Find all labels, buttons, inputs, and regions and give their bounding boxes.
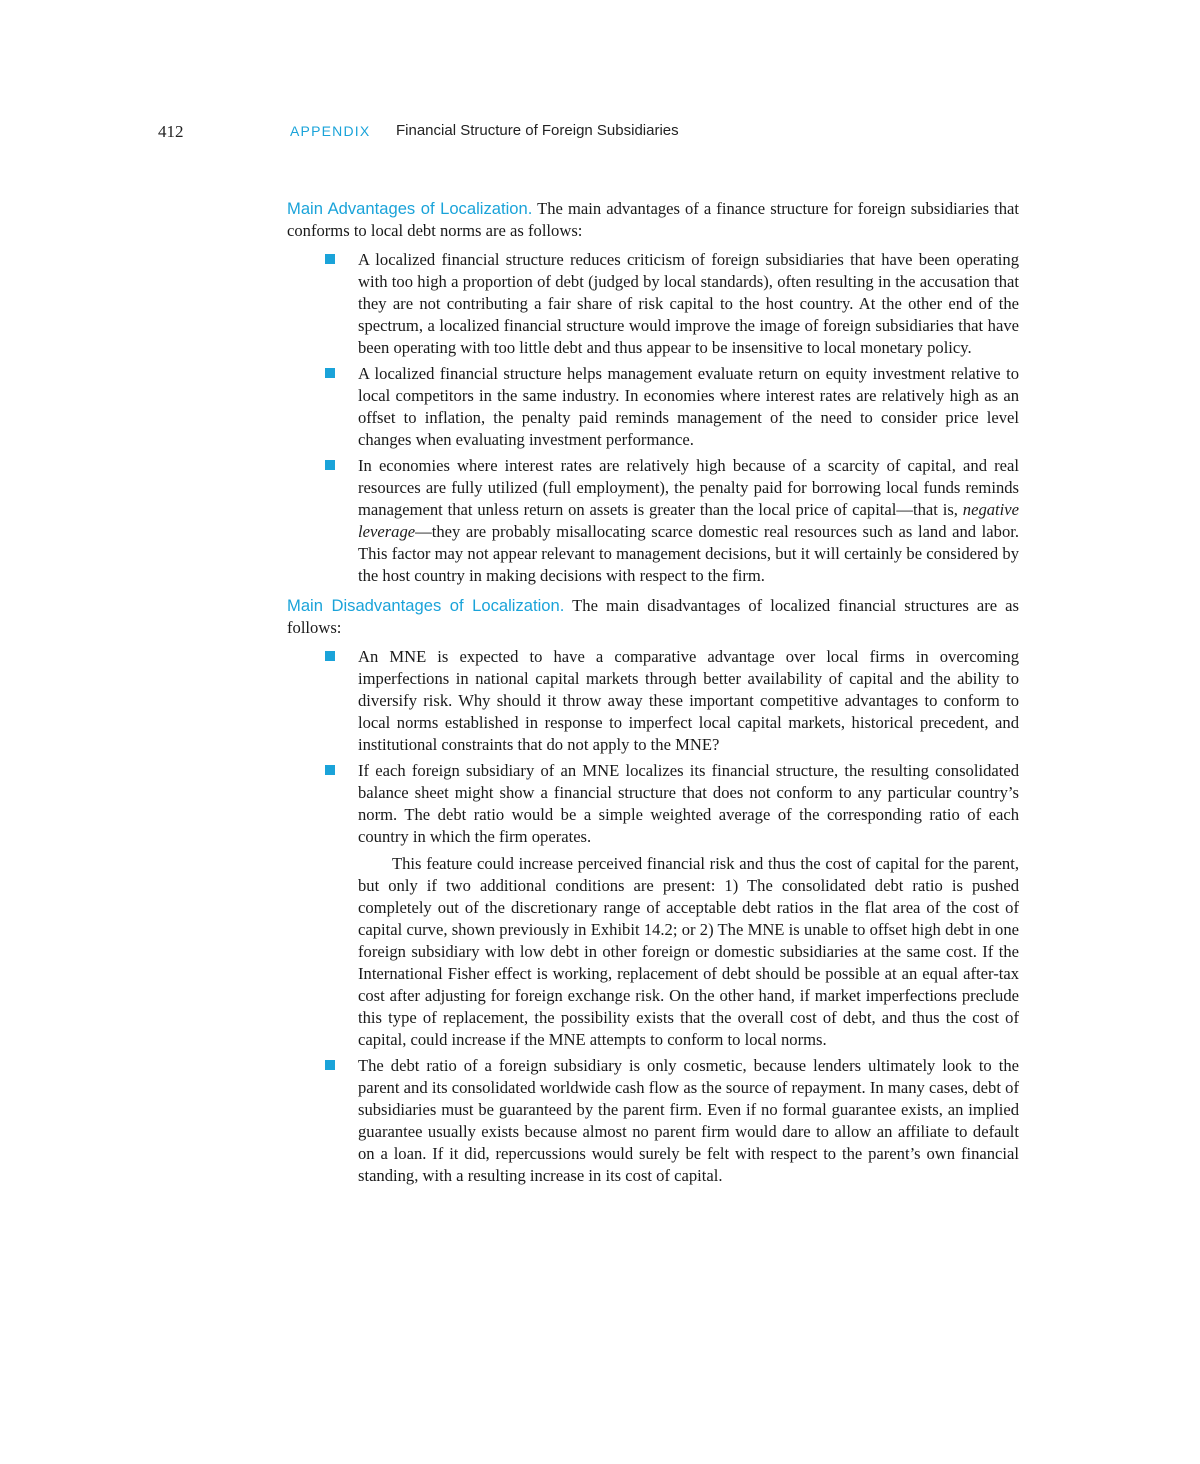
square-bullet-icon — [325, 368, 335, 378]
square-bullet-icon — [325, 254, 335, 264]
square-bullet-icon — [325, 765, 335, 775]
list-item — [287, 249, 1019, 359]
list-item — [287, 1055, 1019, 1187]
page-number: 412 — [158, 122, 184, 141]
emphasis-term: negative leverage — [358, 500, 1019, 541]
running-head-label: APPENDIX — [290, 123, 371, 139]
bullet-text-part: In economies where interest rates are relatively high because of a scarcity of capital, and real resources are fully utilized (full employment), the penalty paid for borrowing local funds reminds management that unless return on assets is greater than the local price of capital—that is, — [358, 456, 1019, 519]
list-item — [287, 646, 1019, 756]
list-item — [287, 760, 1019, 1051]
square-bullet-icon — [325, 1060, 335, 1070]
running-head-title: Financial Structure of Foreign Subsidiaries — [396, 122, 679, 139]
bullet-text: A localized financial structure reduces criticism of foreign subsidiaries that have been operating with too high a proportion of debt (judged by local standards), often resulting in the accusation that they are not contributing a fair share of risk capital to the host country. At the other end of the spectrum, a localized financial structure would improve the image of foreign subsidiaries that have been operating with too little debt and thus appear to be insensitive to local monetary policy. — [358, 250, 1019, 357]
square-bullet-icon — [325, 651, 335, 661]
advantages-list — [287, 249, 1019, 587]
list-item — [287, 363, 1019, 451]
continuation-paragraph: This feature could increase perceived financial risk and thus the cost of capital for the parent, but only if two additional conditions are present: 1) The consolidated debt ratio is pushed completely out of the discretionary range of acceptable debt ratios in the flat area of the cost of capital curve, shown previously in Exhibit 14.2; or 2) The MNE is unable to offset high debt in one foreign subsidiary with low debt in other foreign or domestic subsidiaries at the same cost. If the International Fisher effect is working, replacement of debt should be possible at an equal after-tax cost after adjusting for foreign exchange risk. On the other hand, if market imperfections preclude this type of replacement, the possibility exists that the overall cost of debt, and thus the cost of capital, could increase if the MNE attempts to conform to local norms. — [358, 854, 1019, 1049]
bullet-text: An MNE is expected to have a comparative advantage over local firms in overcoming imperfections in national capital markets through better availability of capital and the ability to diversify risk. Why should it throw away these important competitive advantages to conform to local norms established in response to imperfect local capital markets, historical precedent, and institutional constraints that do not apply to the MNE? — [358, 647, 1019, 754]
disadvantages-list — [287, 646, 1019, 1187]
running-head — [158, 122, 1038, 144]
bullet-text: The debt ratio of a foreign subsidiary is only cosmetic, because lenders ultimately look to the parent and its consolidated worldwide cash flow as the source of repayment. In many cases, debt of subsidiaries must be guaranteed by the parent firm. Even if no formal guarantee exists, an implied guarantee usually exists because almost no parent firm would dare to allow an affiliate to default on a loan. If it did, repercussions would surely be felt with respect to the parent’s own financial standing, with a resulting increase in its cost of capital. — [358, 1056, 1019, 1185]
list-item — [287, 455, 1019, 587]
square-bullet-icon — [325, 460, 335, 470]
disadvantages-intro-text: The main disadvantages of localized financial structures are as follows: — [287, 596, 1019, 637]
bullet-text-part: —they are probably misallocating scarce domestic real resources such as land and labor. This factor may not appear relevant to management decisions, but it will certainly be considered by the host country in making decisions with respect to the firm. — [358, 522, 1019, 585]
bullet-text — [358, 455, 1019, 587]
disadvantages-intro — [287, 595, 1019, 639]
advantages-intro — [287, 198, 1019, 242]
advantages-heading: Main Advantages of Localization. — [287, 199, 533, 218]
advantages-intro-text: The main advantages of a finance structure for foreign subsidiaries that conforms to local debt norms are as follows: — [287, 199, 1019, 240]
disadvantages-heading: Main Disadvantages of Localization. — [287, 596, 565, 615]
bullet-text: A localized financial structure helps management evaluate return on equity investment relative to local competitors in the same industry. In economies where interest rates are relatively high as an offset to inflation, the penalty paid reminds management of the need to consider price level changes when evaluating investment performance. — [358, 364, 1019, 449]
bullet-text: If each foreign subsidiary of an MNE localizes its financial structure, the resulting consolidated balance sheet might show a financial structure that does not conform to any particular country’s norm. The debt ratio would be a simple weighted average of the corresponding ratio of each country in which the firm operates. — [358, 761, 1019, 846]
page-body — [287, 198, 1019, 1191]
